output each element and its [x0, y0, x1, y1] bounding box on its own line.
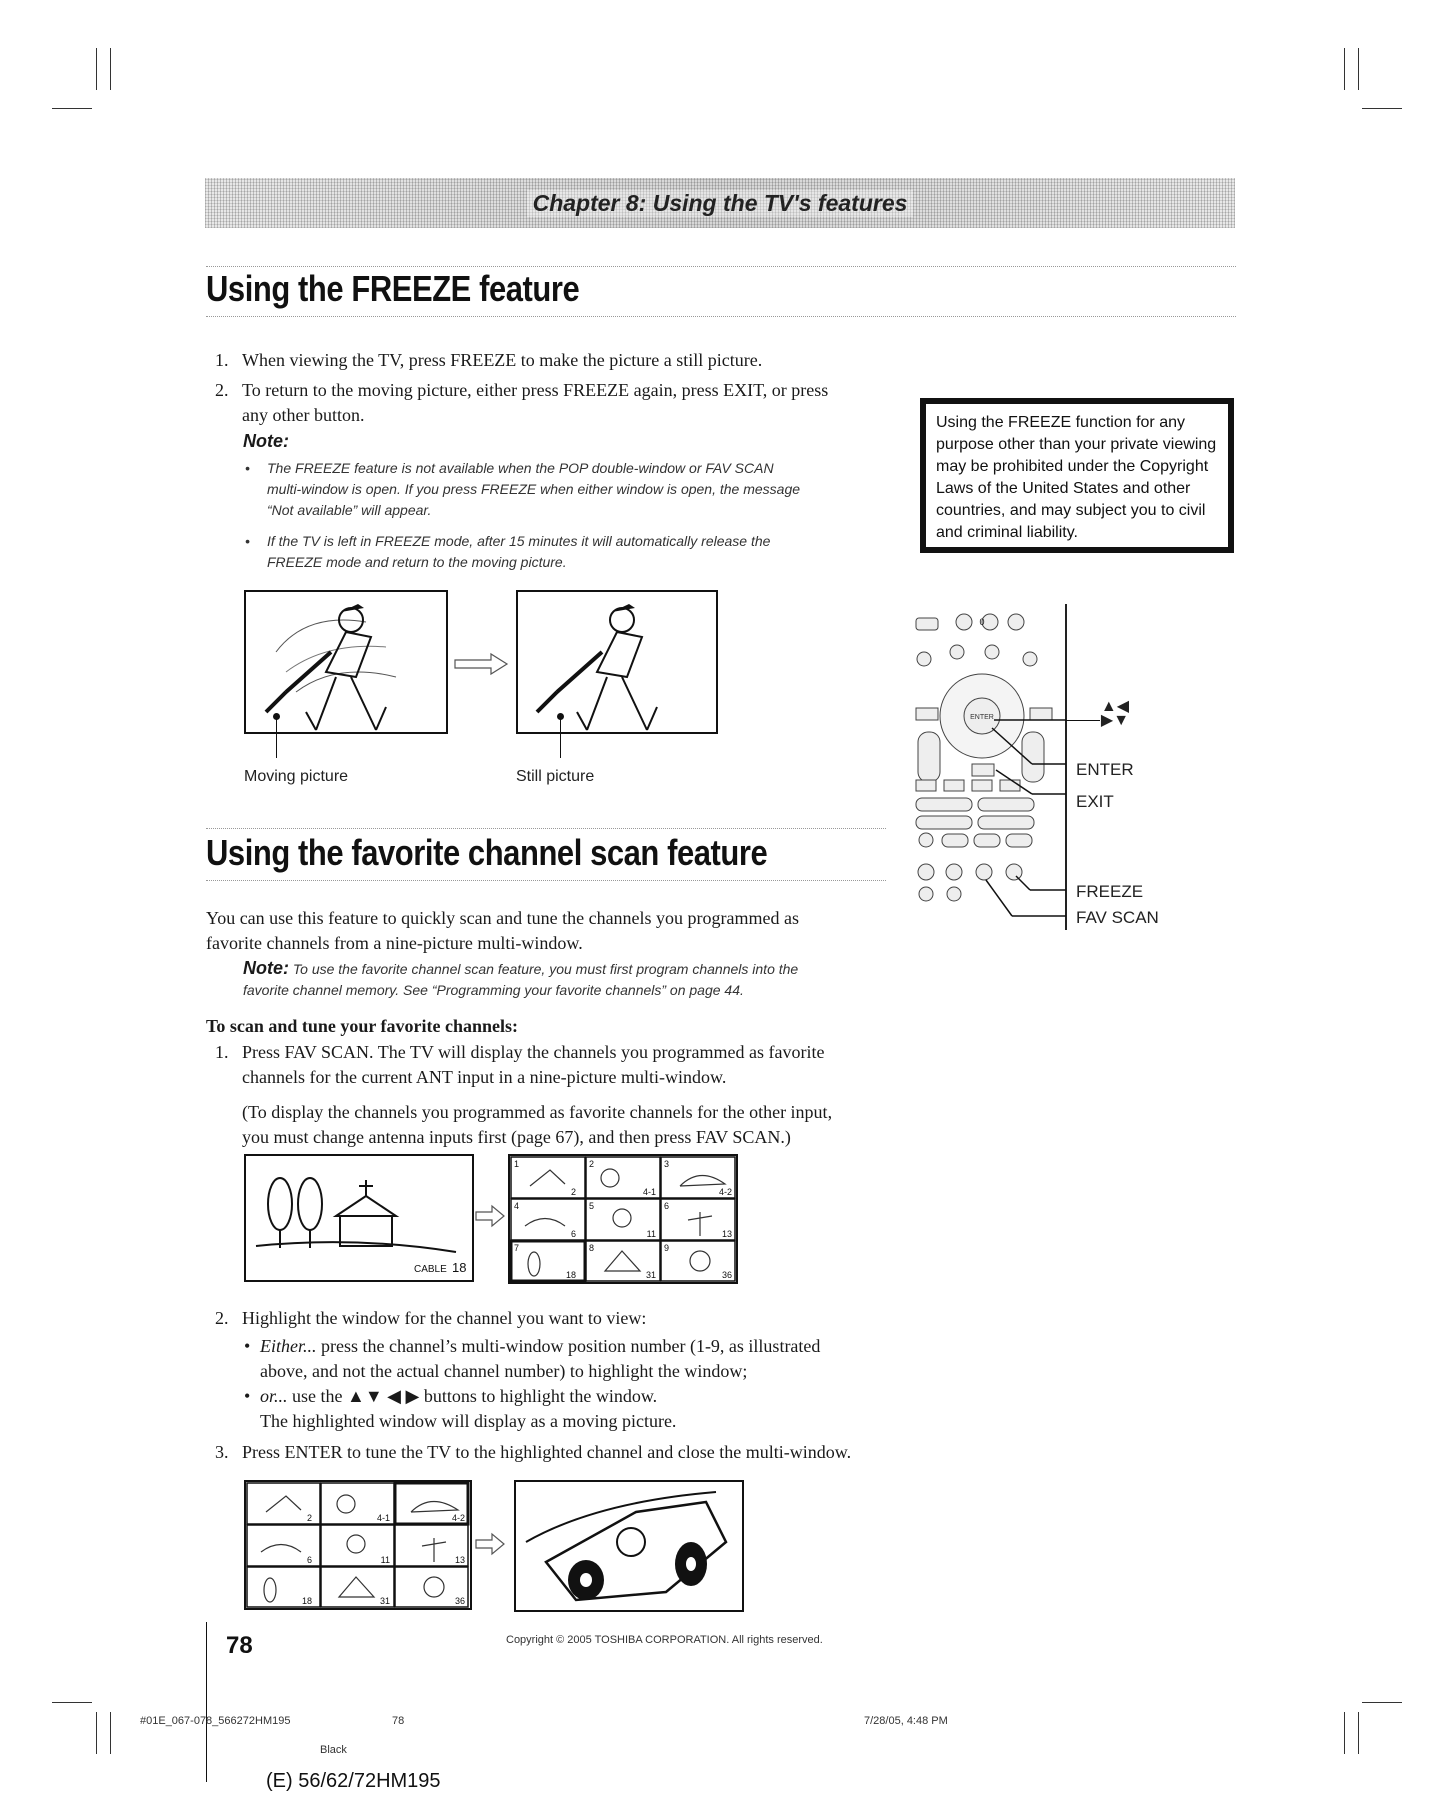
svg-text:11: 11	[380, 1555, 390, 1565]
moving-picture-caption: Moving picture	[244, 768, 349, 785]
crop-mark	[1358, 48, 1359, 90]
svg-text:4-1: 4-1	[642, 1187, 656, 1197]
svg-text:8: 8	[589, 1243, 595, 1253]
still-picture-pointer	[560, 716, 561, 758]
svg-text:36: 36	[454, 1596, 465, 1606]
svg-text:2: 2	[306, 1513, 312, 1523]
fav-step-2-after: The highlighted window will display as a moving picture.	[260, 1411, 677, 1431]
svg-text:7: 7	[514, 1243, 520, 1253]
svg-text:1: 1	[514, 1159, 520, 1169]
crop-mark	[1358, 1712, 1359, 1754]
section-rule	[206, 880, 886, 881]
copyright-notice: Copyright © 2005 TOSHIBA CORPORATION. All rights reserved.	[506, 1634, 823, 1646]
exit-label: EXIT	[1076, 792, 1114, 811]
svg-text:13: 13	[454, 1555, 465, 1565]
batter-icon	[246, 592, 446, 732]
svg-text:18: 18	[301, 1596, 312, 1606]
batter-icon	[518, 592, 716, 732]
crop-mark	[110, 1712, 111, 1754]
svg-text:9: 9	[664, 1243, 670, 1253]
chapter-banner	[205, 178, 1235, 228]
section-rule	[206, 828, 886, 829]
section-rule	[206, 316, 1236, 317]
svg-text:4-1: 4-1	[376, 1513, 390, 1523]
svg-text:4: 4	[514, 1201, 520, 1211]
page-number-rule	[206, 1622, 207, 1782]
svg-text:4-2: 4-2	[718, 1187, 732, 1197]
svg-text:6: 6	[306, 1555, 312, 1565]
svg-text:18: 18	[565, 1270, 576, 1280]
svg-text:ENTER: ENTER	[970, 714, 994, 721]
nine-picture-multiwindow	[508, 1154, 738, 1284]
copyright-warning-box: Using the FREEZE function for any purpose other than your private viewing may be prohibited under the Copyright Laws of the United States and other countries, and may subject you to civil and criminal liability.	[920, 398, 1234, 553]
svg-text:4-2: 4-2	[451, 1513, 465, 1523]
page-number: 78	[226, 1632, 253, 1659]
timestamp: 7/28/05, 4:48 PM	[864, 1715, 948, 1727]
still-picture-caption: Still picture	[516, 768, 595, 785]
svg-text:31: 31	[645, 1270, 656, 1280]
svg-text:2: 2	[570, 1187, 576, 1197]
arrow-right-icon	[474, 1532, 506, 1561]
pointer-dot	[557, 713, 564, 720]
svg-text:18: 18	[452, 1260, 467, 1275]
arrow-right-icon	[453, 652, 509, 681]
file-code: #01E_067-078_566272HM195	[140, 1715, 291, 1727]
crop-mark	[1362, 108, 1402, 109]
freeze-section-title: Using the FREEZE feature	[206, 268, 580, 309]
svg-text:6: 6	[570, 1229, 576, 1239]
svg-text:0: 0	[979, 617, 985, 627]
svg-text:36: 36	[721, 1270, 732, 1280]
svg-text:CABLE: CABLE	[414, 1264, 447, 1275]
remote-control-illustration	[912, 604, 1072, 930]
race-car-illustration	[514, 1480, 744, 1612]
ink-label: Black	[320, 1744, 347, 1756]
chapter-title: Chapter 8: Using the TV's features	[527, 190, 914, 217]
arrow-buttons-label: ▲◀ ▶▼	[1100, 698, 1130, 729]
crop-mark	[52, 1702, 92, 1703]
crop-mark	[1362, 1702, 1402, 1703]
fav-subhead: To scan and tune your favorite channels:	[206, 1016, 519, 1036]
arrow-right-icon	[474, 1204, 506, 1233]
fav-scan-label: FAV SCAN	[1076, 908, 1159, 927]
crop-mark	[1344, 48, 1345, 90]
moving-picture-pointer	[276, 716, 277, 758]
svg-text:2: 2	[589, 1159, 595, 1169]
svg-text:13: 13	[721, 1229, 732, 1239]
still-picture-illustration	[516, 590, 718, 734]
svg-text:3: 3	[664, 1159, 670, 1169]
crop-mark	[110, 48, 111, 90]
crop-mark	[96, 1712, 97, 1754]
crop-mark	[1344, 1712, 1345, 1754]
svg-text:11: 11	[646, 1229, 656, 1239]
crop-mark	[96, 48, 97, 90]
freeze-note-label: Note:	[243, 431, 289, 451]
fav-note: Note: To use the favorite channel scan feature, you must first program channels into the favorite channel memory. See “Programming your favorite channels” on page 44.	[243, 958, 799, 998]
crop-mark	[52, 108, 92, 109]
race-car-icon	[516, 1482, 742, 1610]
nine-picture-multiwindow-highlighted	[244, 1480, 472, 1610]
svg-text:5: 5	[589, 1201, 595, 1211]
fav-section-title: Using the favorite channel scan feature	[206, 832, 768, 873]
fav-intro: You can use this feature to quickly scan and tune the channels you programmed as favorite channels from a nine-picture multi-window.	[206, 908, 800, 953]
svg-text:6: 6	[664, 1201, 670, 1211]
church-scene-icon	[246, 1156, 472, 1280]
enter-label: ENTER	[1076, 760, 1134, 779]
arrows-leader-line	[1066, 720, 1100, 721]
freeze-label: FREEZE	[1076, 882, 1144, 901]
section-rule	[206, 266, 1236, 267]
file-page: 78	[392, 1715, 405, 1727]
single-picture-illustration	[244, 1154, 474, 1282]
pointer-dot	[273, 713, 280, 720]
model-number: (E) 56/62/72HM195	[266, 1770, 441, 1792]
svg-text:31: 31	[379, 1596, 390, 1606]
